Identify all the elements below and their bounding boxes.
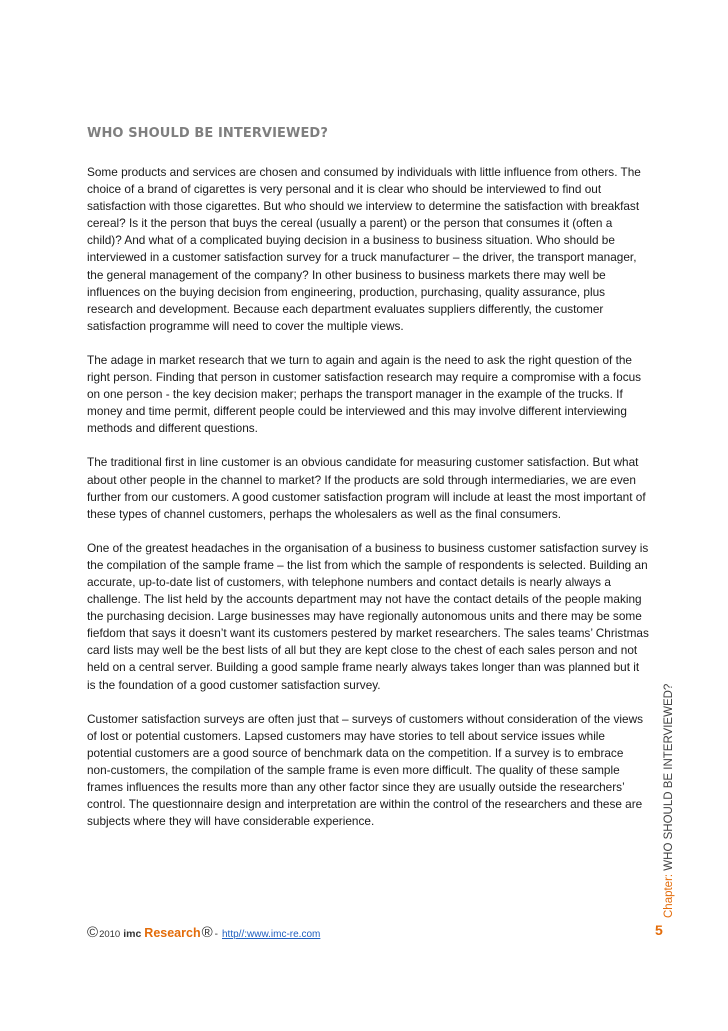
paragraph-3: The traditional first in line customer is an obvious candidate for measuring customer satisfaction. But what about other people in the channel to market? If the products are sold through intermediaries, we are even further from our customers. A good customer satisfaction program will include at least the most important of these types of channel customers, perhaps the wholesalers as well as the final consumers.: [87, 455, 646, 521]
chapter-title: WHO SHOULD BE INTERVIEWED?: [663, 683, 675, 871]
paragraph-4: One of the greatest headaches in the organisation of a business to business customer satisfaction survey is the compilation of the sample frame – the list from which the sample of respondents is selected. Building an accurate, up-to-date list of customers, with telephone numbers and contact details is nearly always a challenge. The list held by the accounts department may not have the contact details of the people making the purchasing decision. Large businesses may have regionally autonomous units and there may be some fiefdom that says it doesn’t want its customers pestered by market researchers. The sales teams’ Christmas card lists may well be the best lists of all but they are kept close to the chest of each sales person and not held on a central server. Building a good sample frame nearly always takes longer than was planned but it is the foundation of a good customer satisfaction survey.: [87, 540, 649, 692]
brand-research: Research: [144, 926, 201, 940]
website-link[interactable]: http//:www.imc-re.com: [222, 929, 321, 940]
brand-imc: imc: [123, 928, 142, 940]
section-heading: WHO SHOULD BE INTERVIEWED?: [87, 126, 328, 141]
paragraph-5: Customer satisfaction surveys are often just that – surveys of customers without consideration of the views of lost or potential customers. Lapsed customers may have stories to tell about service issues while potential customers are a good source of benchmark data on the competition. If a survey is to embrace non-customers, the compilation of the sample frame is even more difficult. The quality of these sample frames influences the results more than any other factor since they are usually outside the researchers’ control. The questionnaire design and interpretation are within the control of the researchers and these are subjects where they will have considerable experience.: [87, 711, 644, 829]
copyright-year: 2010: [99, 929, 121, 940]
paragraph-2: The adage in market research that we turn to again and again is the need to ask the right question of the right person. Finding that person in customer satisfaction research may require a compromise with a focus on one person - the key decision maker; perhaps the transport manager in the example of the trucks. If money and time permit, different people could be interviewed and this may involve different interviewing methods and different questions.: [87, 352, 642, 436]
chapter-prefix: Chapter:: [663, 870, 675, 918]
copyright-symbol: ©: [87, 924, 99, 941]
page-number: 5: [655, 922, 663, 938]
registered-symbol: ®: [201, 924, 213, 941]
page-footer: [87, 924, 667, 946]
chapter-side-label: [662, 660, 678, 918]
paragraph-1: Some products and services are chosen and consumed by individuals with little influence from others. The choice of a brand of cigarettes is very personal and it is clear who should be interviewed to find out satisfaction with those cigarettes. But who should we interview to determine the satisfaction with breakfast cereal? Is it the person that buys the cereal (usually a parent) or the person that consumes it (often a child)? And what of a complicated buying decision in a business to business situation. Who should be interviewed in a customer satisfaction survey for a truck manufacturer – the driver, the transport manager, the general management of the company? In other business to business markets there may well be influences on the buying decision from engineering, production, purchasing, quality assurance, plus research and development. Because each department evaluates suppliers differently, the customer satisfaction programme will need to cover the multiple views.: [87, 165, 641, 333]
main-content: [87, 126, 649, 847]
footer-dash: -: [214, 929, 218, 940]
